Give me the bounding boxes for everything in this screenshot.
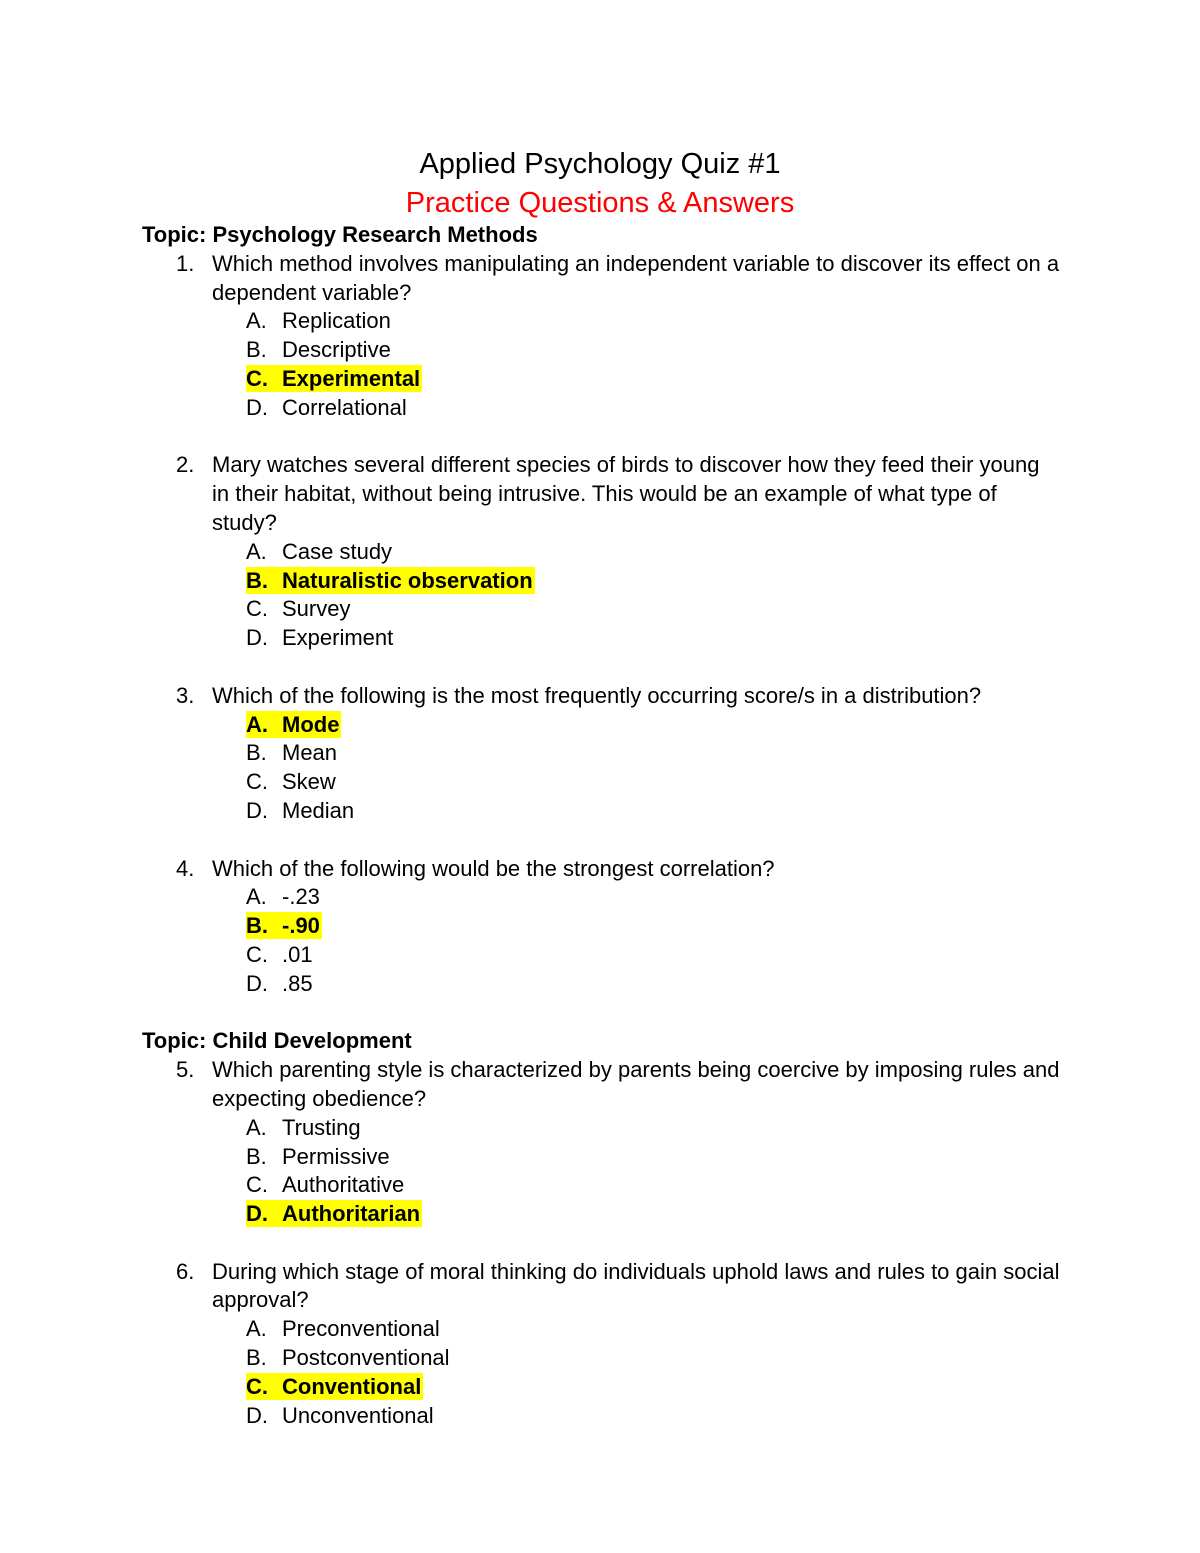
answer-option — [246, 336, 1062, 365]
option-content — [246, 395, 407, 420]
option-content — [246, 308, 391, 333]
option-content — [246, 1403, 434, 1428]
answer-options — [246, 1315, 1062, 1430]
option-content — [246, 539, 392, 564]
option-letter: D. — [246, 797, 268, 823]
option-text: Authoritarian — [282, 1201, 421, 1227]
option-content — [246, 1200, 422, 1227]
option-text: .85 — [282, 970, 313, 996]
page-subtitle: Practice Questions & Answers — [405, 187, 795, 219]
answer-option — [246, 941, 1062, 970]
question-text: Which of the following would be the strongest correlation? — [212, 855, 775, 881]
question-text: Which of the following is the most frequently occurring score/s in a distribution? — [212, 682, 982, 708]
option-letter: D. — [246, 625, 268, 651]
answer-option — [246, 538, 1062, 567]
option-letter: B. — [246, 913, 268, 939]
answer-option — [246, 1344, 1062, 1373]
answer-options — [246, 883, 1062, 998]
option-content — [246, 1316, 440, 1341]
question-text: Mary watches several different species of birds to discover how they feed their young in their habitat, without being intrusive. This would be an example of what type of study? — [212, 452, 1040, 535]
question-item — [176, 1056, 1062, 1114]
answer-option-correct — [246, 711, 1062, 740]
question-number: 6. — [176, 1258, 195, 1284]
option-text: .01 — [282, 941, 313, 967]
option-letter: A. — [246, 538, 267, 564]
question-number: 1. — [176, 250, 195, 276]
option-letter: B. — [246, 1143, 267, 1169]
spacer — [142, 1229, 1062, 1258]
spacer — [142, 826, 1062, 855]
option-content — [246, 971, 313, 996]
option-text: -.90 — [282, 913, 320, 939]
answer-options — [246, 711, 1062, 826]
answer-option-correct — [246, 1200, 1062, 1229]
topic-heading: Topic: Psychology Research Methods — [142, 222, 538, 247]
option-text: Unconventional — [282, 1402, 434, 1428]
answer-option-correct — [246, 912, 1062, 941]
option-content — [246, 798, 354, 823]
answer-options — [246, 1114, 1062, 1229]
answer-option — [246, 1315, 1062, 1344]
option-text: Mode — [282, 711, 340, 737]
answer-option — [246, 970, 1062, 999]
answer-option — [246, 307, 1062, 336]
option-content — [246, 769, 336, 794]
option-content — [246, 1115, 361, 1140]
option-content — [246, 942, 313, 967]
question-text: Which parenting style is characterized by parents being coercive by imposing rules and expecting obedience? — [212, 1057, 1060, 1111]
option-content — [246, 1373, 423, 1400]
option-text: Skew — [282, 769, 336, 795]
option-text: Descriptive — [282, 337, 391, 363]
answer-option-correct — [246, 567, 1062, 596]
spacer — [142, 423, 1062, 452]
option-letter: A. — [246, 884, 267, 910]
question-item — [176, 451, 1062, 537]
question-item — [176, 250, 1062, 308]
option-letter: C. — [246, 941, 268, 967]
option-letter: D. — [246, 1402, 268, 1428]
option-text: Postconventional — [282, 1345, 450, 1371]
option-content — [246, 596, 350, 621]
answer-option — [246, 797, 1062, 826]
option-letter: D. — [246, 1201, 268, 1227]
option-letter: B. — [246, 740, 267, 766]
question-item — [176, 682, 1062, 711]
option-content — [246, 740, 337, 765]
option-content — [246, 1172, 404, 1197]
question-text: During which stage of moral thinking do individuals uphold laws and rules to gain social approval? — [212, 1258, 1060, 1313]
option-text: Conventional — [282, 1373, 422, 1399]
option-text: Correlational — [282, 394, 407, 420]
option-letter: A. — [246, 1316, 267, 1342]
option-text: Preconventional — [282, 1316, 440, 1342]
answer-options — [246, 307, 1062, 422]
option-content — [246, 711, 341, 738]
option-letter: C. — [246, 365, 268, 391]
option-text: Mean — [282, 740, 338, 766]
question-text: Which method involves manipulating an independent variable to discover its effect on a dependent variable? — [212, 250, 1060, 305]
question-item — [176, 1258, 1062, 1316]
answer-option — [246, 1171, 1062, 1200]
spacer — [142, 653, 1062, 682]
option-letter: C. — [246, 1373, 268, 1399]
option-text: Experiment — [282, 625, 394, 651]
answer-option — [246, 739, 1062, 768]
option-letter: D. — [246, 970, 268, 996]
option-text: Case study — [282, 538, 393, 564]
question-number: 5. — [176, 1057, 195, 1083]
option-text: Naturalistic observation — [282, 567, 533, 593]
answer-option — [246, 394, 1062, 423]
option-letter: B. — [246, 337, 267, 363]
option-letter: C. — [246, 1172, 268, 1198]
option-content — [246, 365, 422, 392]
option-letter: A. — [246, 711, 268, 737]
option-content — [246, 1345, 450, 1370]
option-content — [246, 1144, 390, 1169]
answer-option — [246, 883, 1062, 912]
option-letter: C. — [246, 596, 268, 622]
answer-option — [246, 768, 1062, 797]
answer-option — [246, 1114, 1062, 1143]
option-text: Trusting — [282, 1114, 361, 1140]
option-text: Median — [282, 797, 355, 823]
question-number: 3. — [176, 682, 195, 708]
option-letter: C. — [246, 769, 268, 795]
option-letter: A. — [246, 308, 267, 334]
option-text: Authoritative — [282, 1172, 405, 1198]
option-text: Permissive — [282, 1143, 390, 1169]
option-content — [246, 337, 391, 362]
answer-option — [246, 1402, 1062, 1431]
option-text: Experimental — [282, 365, 421, 391]
answer-option — [246, 595, 1062, 624]
answer-option-correct — [246, 1373, 1062, 1402]
question-number: 4. — [176, 855, 195, 881]
answer-option — [246, 1143, 1062, 1172]
option-text: -.23 — [282, 884, 320, 910]
option-content — [246, 567, 535, 594]
topic-heading: Topic: Child Development — [142, 1028, 412, 1054]
answer-option — [246, 624, 1062, 653]
option-content — [246, 625, 393, 650]
question-number: 2. — [176, 452, 195, 478]
question-item — [176, 855, 1062, 884]
option-text: Replication — [282, 308, 391, 334]
option-content — [246, 912, 322, 939]
answer-options — [246, 538, 1062, 653]
option-letter: A. — [246, 1114, 267, 1140]
option-letter: B. — [246, 1345, 267, 1371]
option-letter: B. — [246, 567, 268, 593]
page-title: Applied Psychology Quiz #1 — [419, 148, 781, 180]
spacer — [142, 999, 1062, 1028]
option-text: Survey — [282, 596, 351, 622]
answer-option-correct — [246, 365, 1062, 394]
quiz-content — [142, 221, 1062, 1459]
option-letter: D. — [246, 394, 268, 420]
spacer — [142, 1430, 1062, 1459]
option-content — [246, 884, 320, 909]
